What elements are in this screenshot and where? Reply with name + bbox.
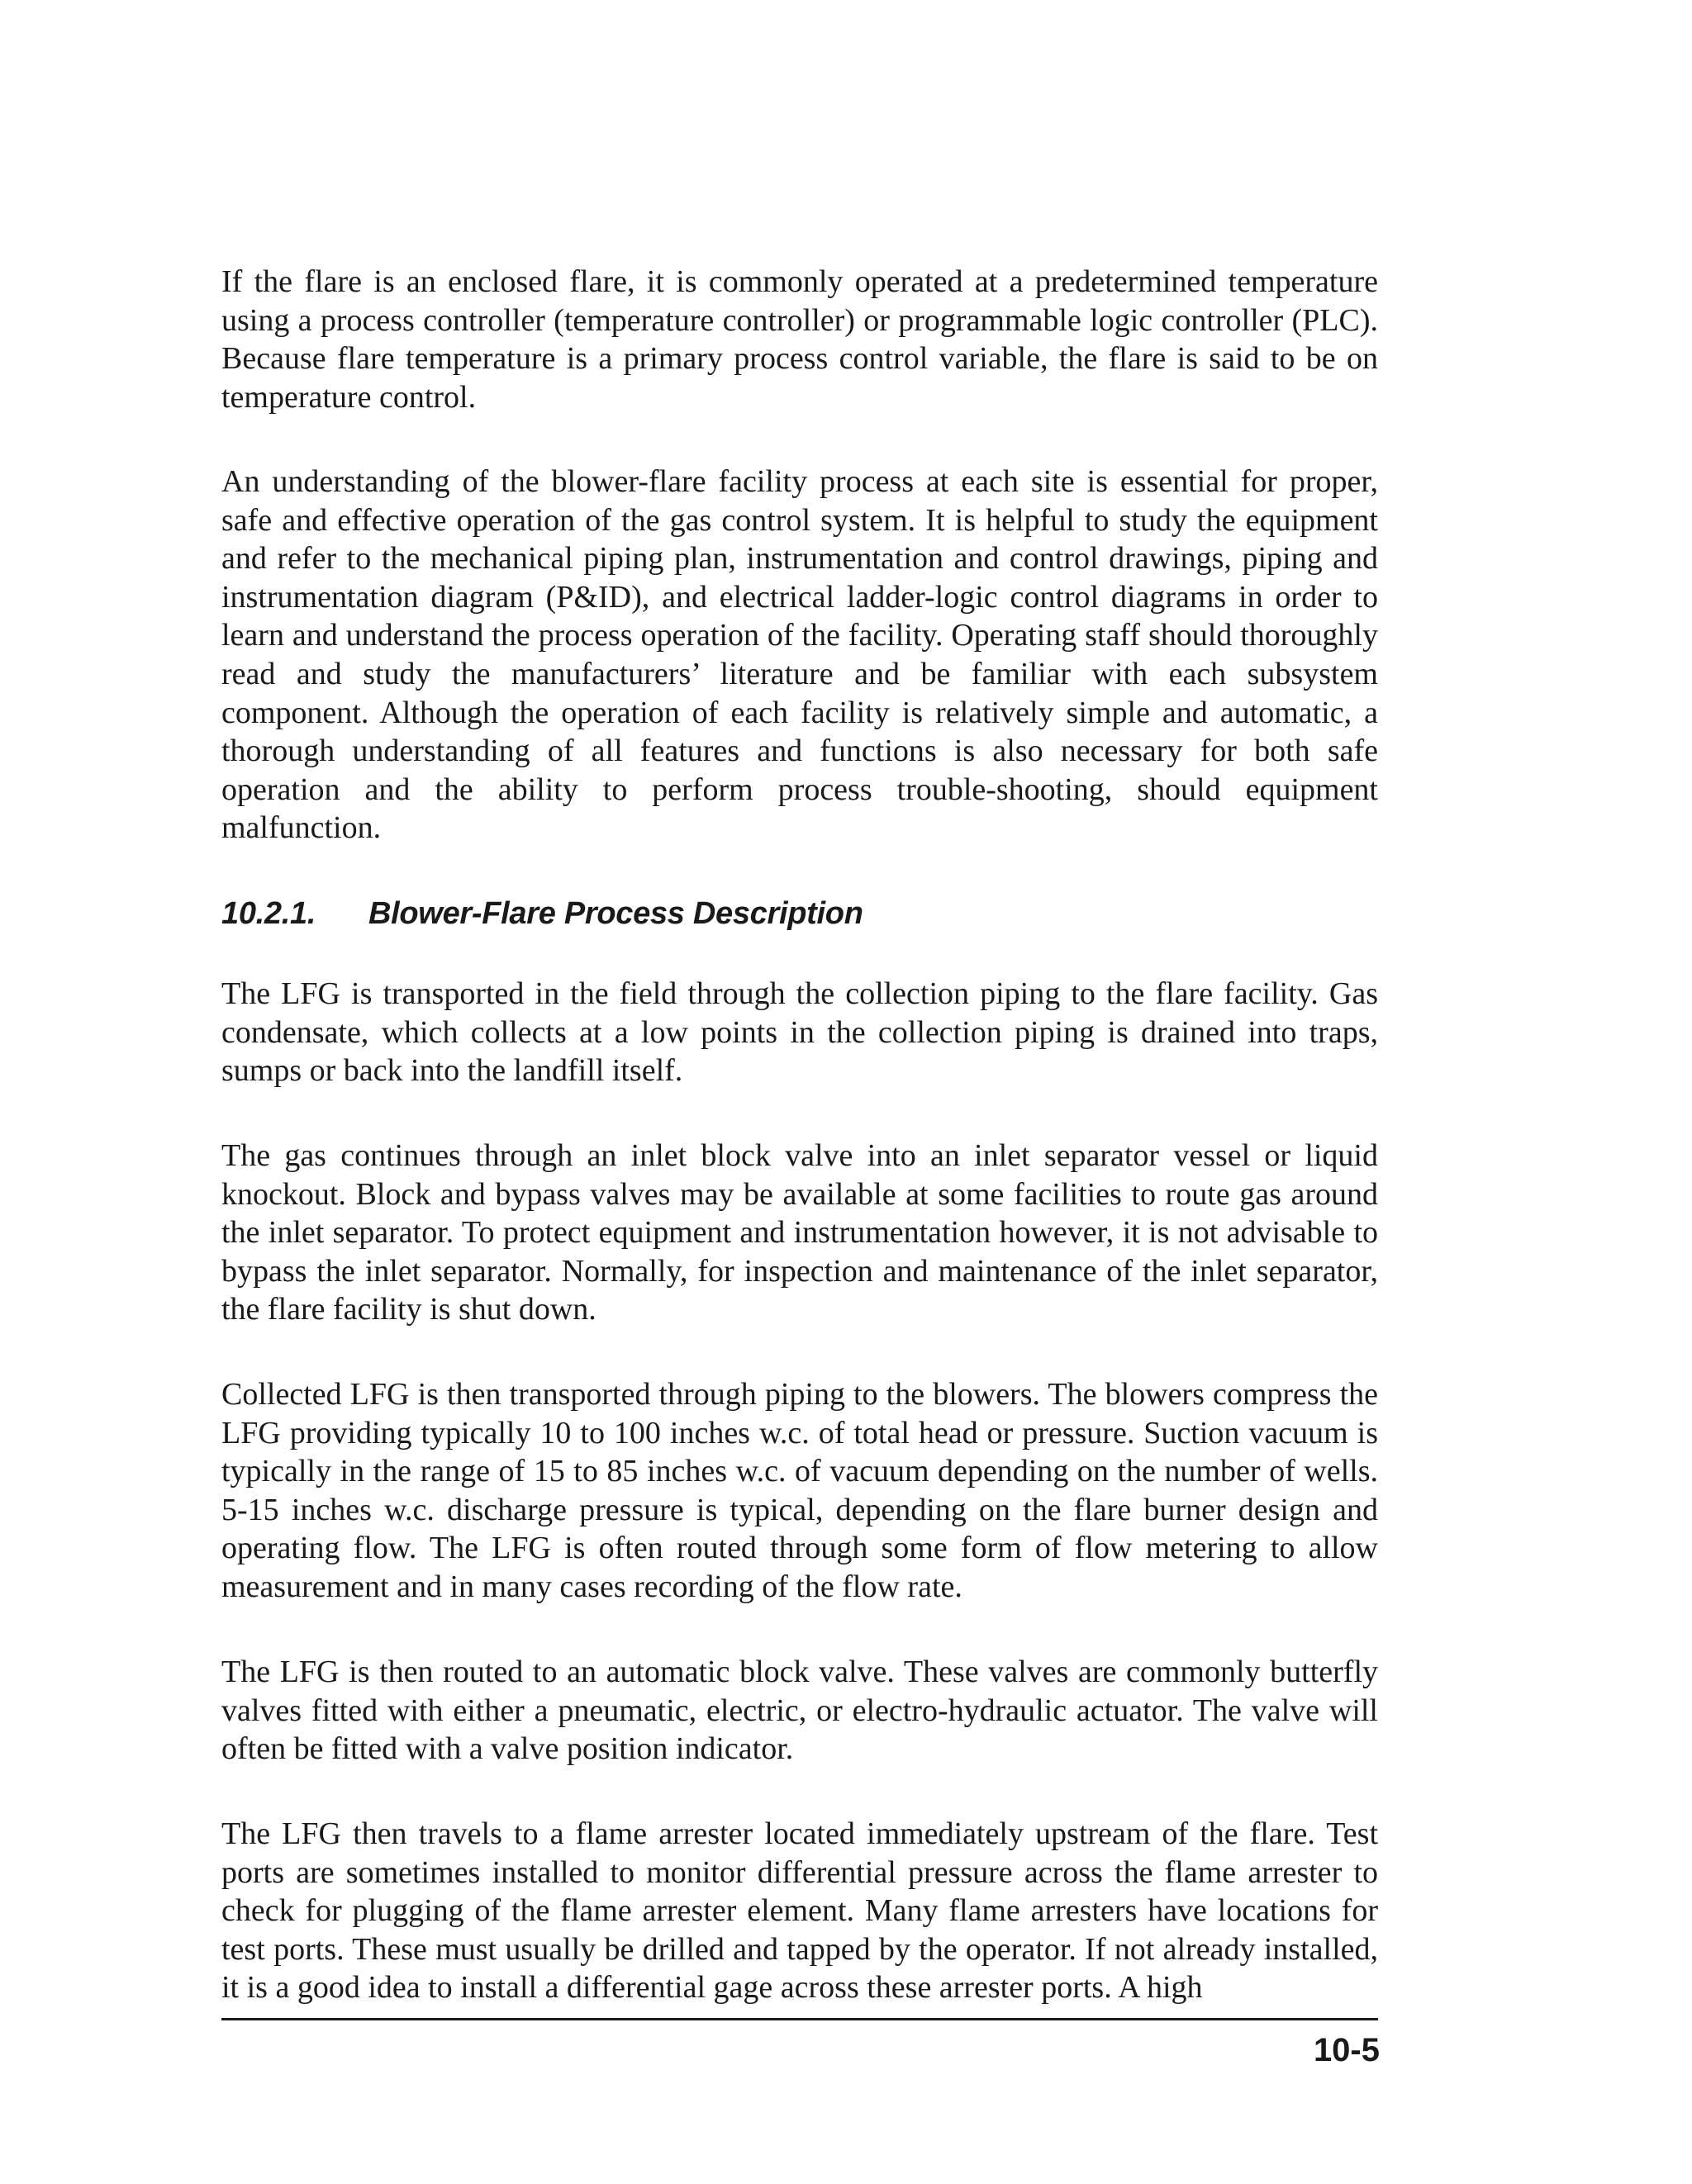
- paragraph-inlet-separator: The gas continues through an inlet block valve into an inlet separator vessel or liquid knockout. Block and bypass valves may be available at some facilities to route gas around the inlet separator. To protect equipment and instrumentation however, it is not advisable to bypass the inlet separator. Normally, for inspection and maintenance of the inlet separator, the flare facility is shut down.: [221, 1138, 1378, 1327]
- paragraph-block-valve: The LFG is then routed to an automatic block valve. These valves are commonly butterfly valves fitted with either a pneumatic, electric, or electro-hydraulic actuator. The valve will often be fitted with a valve position indicator.: [221, 1655, 1378, 1767]
- footer-divider: [221, 2018, 1378, 2020]
- section-number: 10.2.1.: [221, 896, 316, 931]
- paragraph-flame-arrester: The LFG then travels to a flame arrester located immediately upstream of the flare. Test ports are sometimes installed to monitor differential pressure across the flame arrester to check for plugging of the flame arrester element. Many flame arresters have locations for test ports. These must usually be drilled and tapped by the operator. If not already installed, it is a good idea to install a differential gage across these arrester ports. A high: [221, 1816, 1378, 2006]
- page-number: 10-5: [1313, 2032, 1380, 2068]
- page-body: [221, 263, 1378, 2007]
- paragraph-collection-piping: The LFG is transported in the field through the collection piping to the flare facility. Gas condensate, which collects at a low points in the collection piping is drained into traps, sumps or back into the landfill itself.: [221, 976, 1378, 1089]
- section-title: Blower-Flare Process Description: [368, 896, 863, 931]
- paragraph-enclosed-flare: If the flare is an enclosed flare, it is commonly operated at a predetermined temperature using a process controller (temperature controller) or programmable logic controller (PLC). Because flare temperature is a primary process control variable, the flare is said to be on temperature control.: [221, 264, 1378, 415]
- section-heading: [221, 892, 1378, 935]
- paragraph-blowers: Collected LFG is then transported through piping to the blowers. The blowers compress the LFG providing typically 10 to 100 inches w.c. of total head or pressure. Suction vacuum is typically in the range of 15 to 85 inches w.c. of vacuum depending on the number of wells. 5-15 inches w.c. discharge pressure is typical, depending on the flare burner design and operating flow. The LFG is often routed through some form of flow metering to allow measurement and in many cases recording of the flow rate.: [221, 1377, 1378, 1604]
- paragraph-facility-understanding: An understanding of the blower-flare facility process at each site is essential for proper, safe and effective operation of the gas control system. It is helpful to study the equipment and refer to the mechanical piping plan, instrumentation and control drawings, piping and instrumentation diagram (P&ID), and electrical ladder-logic control diagrams in order to learn and understand the process operation of the facility. Operating staff should thoroughly read and study the manufacturers’ literature and be familiar with each subsystem component. Although the operation of each facility is relatively simple and automatic, a thorough understanding of all features and functions is also necessary for both safe operation and the ability to perform process trouble-shooting, should equipment malfunction.: [221, 464, 1378, 846]
